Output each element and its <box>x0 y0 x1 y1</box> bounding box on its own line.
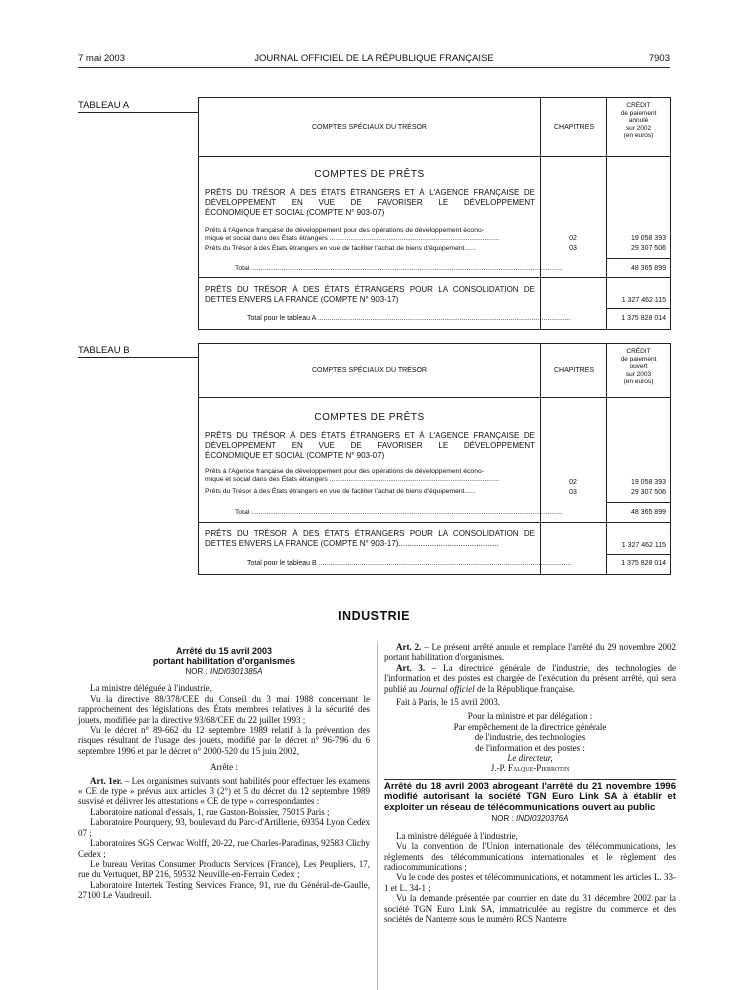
tableau-a-col-accounts: COMPTES SPÉCIAUX DU TRÉSOR <box>311 123 427 131</box>
left-p2: Vu la directive 88/378/CEE du Conseil du 3 mai 1988 concernant le rapprochement des législations des États membres relatives à la sécurité des jouets, modifiée par la directive 93/68/CEE du 22 juillet 1993 ; <box>78 693 370 725</box>
header-page-number: 7903 <box>648 53 670 64</box>
tableau-a-group2: PRÊTS DU TRÉSOR À DES ÉTATS ÉTRANGERS POUR LA CONSOLIDATION DE DETTES ENVERS LA FRANCE (COMPTE N° 903-17) <box>205 285 535 304</box>
tableau-a-val2: 29 307 506 <box>630 245 666 252</box>
tableau-b-group1: PRÊTS DU TRÉSOR À DES ÉTATS ÉTRANGERS ET À L'AGENCE FRANÇAISE DE DÉVELOPPEMENT EN VUE DE FAVORISER LE DÉVELOPPEMENT ÉCONOMIQUE ET SOCIAL (COMPTE N° 903-07) <box>205 431 535 460</box>
right-p4: Vu la demande présentée par courrier en date du 31 décembre 2002 par la société TGN Euro Link SA, immatriculée au registre du commerce et des sociétés de Nanterre sous le numéro RCS Nanterre <box>384 893 676 925</box>
right-art3: Art. 3. – La directrice générale de l'industrie, des technologies de l'information et des postes est chargée de l'exécution du présent arrêté, qui sera publié au Journal officiel de la République française. <box>384 662 676 694</box>
tableau-b-grand-total: 1 375 828 014 <box>621 560 666 567</box>
tableau-b-val3: 1 327 462 115 <box>621 542 666 549</box>
tableau-b-chap2: 03 <box>569 489 577 496</box>
tableau-a-grand-label: Total pour le tableau A .................................................................................................................................. <box>247 315 571 322</box>
right-p3: Vu le code des postes et télécommunications, et notamment les articles L. 33-1 et L. 34-1 ; <box>384 872 676 893</box>
tableau-a-grand-total: 1 375 828 014 <box>621 315 666 322</box>
right-separator <box>384 779 676 780</box>
tableau-a-col-chapters: CHAPITRES <box>540 98 607 156</box>
right-art2: Art. 2. – Le présent arrêté annule et remplace l'arrêté du 29 novembre 2002 portant habilitation d'organismes. <box>384 642 676 663</box>
tableau-b-col-credit: CRÉDIT de paiement ouvert sur 2003 (en euros) <box>606 344 670 397</box>
left-arrete: Arrête : <box>210 762 238 773</box>
tableau-a-col-credit: CRÉDIT de paiement annulé sur 2002 (en euros) <box>606 98 670 156</box>
left-column <box>78 642 370 901</box>
left-org5: Laboratoire Intertek Testing Services France, 91, rue du Général-de-Gaulle, 27100 Le Vaudreuil. <box>78 879 370 901</box>
right-nor: NOR : INDI0320376A <box>491 814 569 824</box>
tableau-b-col-accounts: COMPTES SPÉCIAUX DU TRÉSOR <box>311 367 427 374</box>
column-separator <box>377 642 378 990</box>
left-org1: Laboratoire national d'essais, 1, rue Gaston-Boissier, 75015 Paris ; <box>90 806 330 817</box>
left-org2: Laboratoire Pourquery, 93, boulevard du Parc-d'Artillerie, 69354 Lyon Cedex 07 ; <box>78 817 370 838</box>
header-journal-title: JOURNAL OFFICIEL DE LA RÉPUBLIQUE FRANÇAISE <box>254 53 494 64</box>
tableau-a-chap2: 03 <box>569 245 577 252</box>
tableau-b-line1: Prêts à l'Agence française de développement pour des opérations de développement écono- mique et social dans des États étrangers .......................................................................................... <box>205 468 500 483</box>
right-signature: Pour la ministre et par délégation : Par empêchement de la directrice générale de l'industrie, des technologies de l'information et des postes : Le directeur, J.-P. Falque-Pierrotin <box>453 711 607 774</box>
tableau-a-total-label: Total ..................................................................................................................................................................... <box>235 265 563 272</box>
tableau-a-section: COMPTES DE PRÊTS <box>314 169 425 180</box>
tableau-a-header <box>199 98 670 157</box>
tableau-b-val1: 19 058 393 <box>630 479 666 486</box>
tableau-a-val1: 19 058 393 <box>630 235 666 242</box>
tableau-a-line1: Prêts à l'Agence française de développement pour des opérations de développement écono- mique et social dans des États étrangers .......................................................................................... <box>205 227 500 242</box>
tableau-a-group1: PRÊTS DU TRÉSOR À DES ÉTATS ÉTRANGERS ET À L'AGENCE FRANÇAISE DE DÉVELOPPEMENT EN VUE DE FAVORISER LE DÉVELOPPEMENT ÉCONOMIQUE ET SOCIAL (COMPTE N° 903-07) <box>205 188 535 217</box>
header-rule <box>78 67 670 68</box>
tableau-b-body <box>199 398 670 574</box>
tableau-b-header <box>199 344 670 398</box>
left-p3: Vu le décret n° 89-662 du 12 septembre 1989 relatif à la prévention des risques résultant de l'usage des jouets, modifié par le décret n° 96-796 du 6 septembre 1996 et par le décret n° 2000-520 du 15 juin 2002, <box>78 725 370 756</box>
tableau-b-line2: Prêts du Trésor à des États étrangers en vue de faciliter l'achat de biens d'équipement...... <box>205 488 476 495</box>
tableau-b-total: 48 365 899 <box>630 509 666 516</box>
tableau-b-group2: PRÊTS DU TRÉSOR À DES ÉTATS ÉTRANGERS POUR LA CONSOLIDATION DE DETTES ENVERS LA FRANCE (COMPTE N° 903-17)............................................. <box>205 529 535 548</box>
tableau-b-total-label: Total ..................................................................................................................................................................... <box>235 509 563 516</box>
tableau-a <box>198 97 671 330</box>
tableau-a-line2: Prêts du Trésor à des États étrangers en vue de faciliter l'achat de biens d'équipement...... <box>205 245 476 252</box>
left-art1: Art. 1er. – Les organismes suivants sont habilités pour effectuer les examens « CE de type » prévus aux articles 3 (2°) et 5 du décret du 12 septembre 1989 susvisé et délivrer les attestations « CE de type » correspondantes : <box>78 775 370 807</box>
tableau-a-body <box>199 157 670 329</box>
tableau-b-section: COMPTES DE PRÊTS <box>314 412 425 423</box>
left-org4: Le bureau Veritas Consumer Products Services (France), Les Peupliers, 17, rue du Vertuquet, BP 216, 59532 Neuville-en-Ferrain Cedex ; <box>78 858 370 880</box>
tableau-a-val3: 1 327 462 115 <box>621 297 666 304</box>
right-fait: Fait à Paris, le 15 avril 2003. <box>396 697 500 708</box>
left-nor: NOR : INDI0301385A <box>185 667 263 676</box>
tableau-b-chap1: 02 <box>569 479 577 486</box>
tableau-b-label: TABLEAU B <box>78 345 198 358</box>
header-date: 7 mai 2003 <box>78 53 126 64</box>
tableau-b-col-chapters: CHAPITRES <box>540 344 607 397</box>
tableau-a-chap1: 02 <box>569 235 577 242</box>
left-org3: Laboratoires SGS Cerwac Wolff, 20-22, rue Charles-Paradinas, 92583 Clichy Cedex ; <box>78 838 370 859</box>
left-decree-title: Arrêté du 15 avril 2003 portant habilitation d'organismes <box>152 646 296 666</box>
right-p1: La ministre déléguée à l'industrie, <box>396 830 518 841</box>
tableau-b-val2: 29 307 506 <box>630 489 666 496</box>
tableau-b <box>198 343 671 575</box>
left-p1: La ministre déléguée à l'industrie, <box>90 683 212 694</box>
section-title: INDUSTRIE <box>338 609 410 623</box>
right-column <box>384 642 676 924</box>
tableau-a-label: TABLEAU A <box>78 100 198 113</box>
tableau-b-grand-label: Total pour le tableau B .................................................................................................................................. <box>247 560 572 567</box>
right-decree-title: Arrêté du 18 avril 2003 abrogeant l'arrêté du 21 novembre 1996 modifié autorisant la société TGN Euro Link SA à établir et exploiter un réseau de télécommunications ouvert au public <box>384 780 676 813</box>
running-header <box>78 53 670 67</box>
right-p2: Vu la convention de l'Union internationale des télécommunications, les règlements des télécommunications internationales et le règlement des radiocommunications ; <box>384 841 676 872</box>
tableau-a-total: 48 365 899 <box>630 265 666 272</box>
